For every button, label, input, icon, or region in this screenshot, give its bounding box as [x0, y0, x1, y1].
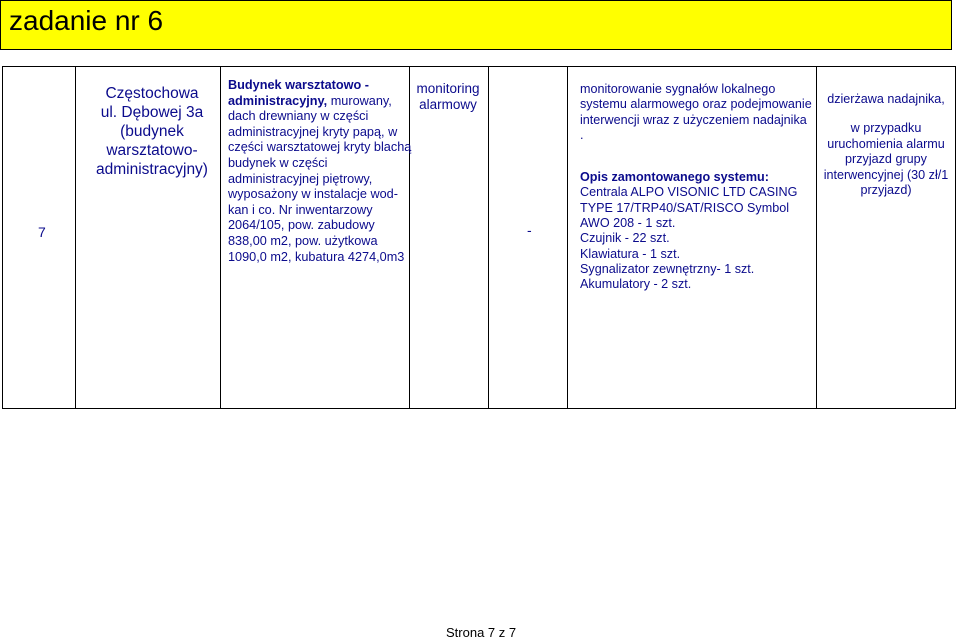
location-line: administracyjny): [96, 161, 208, 178]
column-divider: [567, 66, 568, 409]
building-details: murowany, dach drewniany w części administracyjnej kryty papą, w części warsztatowej kryty blachą budynek w części administracyjnej piętrowy, wyposażony w instalacje wod-kan i co. Nr inwentarzowy 2064/105, pow. zabudowy 838,00 m2, pow. użytkowa 1090,0 m2, kubatura 4274,0m3: [228, 93, 412, 264]
footer-prefix: Strona: [446, 625, 488, 640]
location-line: ul. Dębowej 3a: [100, 104, 204, 121]
system-heading: Opis zamontowanego systemu:: [580, 170, 769, 185]
service-type-cell: [413, 81, 483, 113]
building-description-cell: [228, 78, 412, 265]
service-scope: monitorowanie sygnałów lokalnego systemu alarmowego oraz podejmowanie interwencji wraz z użyczeniem nadajnika .: [580, 82, 812, 142]
title-banner: [0, 0, 952, 50]
row-number: 7: [38, 224, 46, 240]
system-component: Sygnalizator zewnętrzny- 1 szt.: [580, 261, 755, 276]
terms-line: dzierżawa nadajnika,: [827, 92, 945, 106]
page-footer: [446, 625, 516, 640]
building-name: Budynek warsztatowo - administracyjny,: [228, 78, 369, 108]
system-description-cell: [580, 82, 812, 293]
page-title: zadanie nr 6: [9, 5, 164, 36]
current-page: 7: [487, 625, 496, 640]
location-line: Częstochowa: [105, 85, 199, 102]
system-component: Centrala ALPO VISONIC LTD CASING TYPE 17/TRP40/SAT/RISCO Symbol AWO 208 - 1 szt.: [580, 185, 798, 231]
column-divider: [816, 66, 817, 409]
terms-line: w przypadku uruchomienia alarmu przyjazd grupy interwencyjnej (30 zł/1 przyjazd): [823, 121, 949, 198]
location-line: warsztatowo-: [106, 142, 198, 159]
service-type-line: alarmowy: [419, 97, 477, 112]
service-type-line: monitoring: [416, 81, 480, 96]
column-divider: [488, 66, 489, 409]
total-pages: 7: [508, 625, 517, 640]
system-component: Klawiatura - 1 szt.: [580, 246, 681, 261]
system-component: Akumulatory - 2 szt.: [580, 277, 692, 292]
column-divider: [75, 66, 76, 409]
system-component: Czujnik - 22 szt.: [580, 231, 670, 246]
value-cell: -: [527, 222, 532, 238]
terms-cell: [819, 92, 953, 198]
location-line: (budynek: [120, 123, 184, 140]
location-cell: [82, 84, 222, 179]
footer-mid: z: [495, 625, 509, 640]
